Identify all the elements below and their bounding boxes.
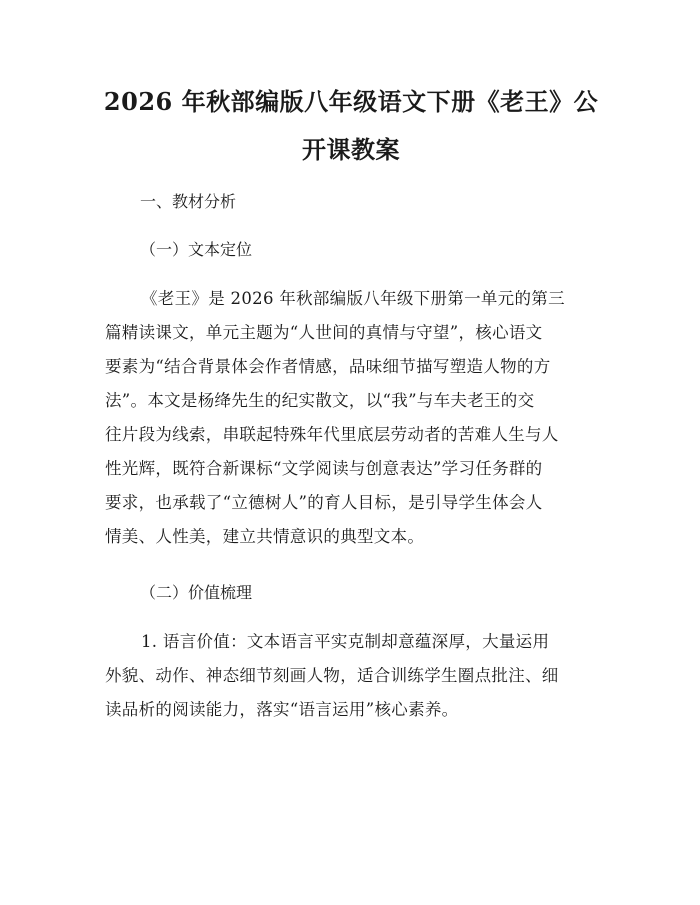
paragraph-text-positioning	[105, 282, 605, 554]
paragraph-line: 1. 语言价值：文本语言平实克制却意蕴深厚，大量运用	[141, 632, 550, 651]
paragraph-line: 法”。本文是杨绛先生的纪实散文，以“我”与车夫老王的交	[105, 391, 535, 410]
paragraph-line: 篇精读课文，单元主题为“人世间的真情与守望”，核心语文	[105, 323, 543, 342]
paragraph-line: 《老王》是 2026 年秋部编版八年级下册第一单元的第三	[141, 289, 565, 308]
paragraph-line: 往片段为线索，串联起特殊年代里底层劳动者的苦难人生与人	[105, 425, 559, 444]
paragraph-line: 要素为“结合背景体会作者情感，品味细节描写塑造人物的方	[105, 357, 551, 376]
paragraph-line: 情美、人性美，建立共情意识的典型文本。	[105, 527, 425, 546]
paragraph-line: 要求，也承载了“立德树人”的育人目标，是引导学生体会人	[105, 493, 543, 512]
section-heading-textbook-analysis: 一、教材分析	[140, 192, 237, 211]
subsection-heading-value-summary: （二）价值梳理	[140, 583, 253, 602]
title-line-1: 2026 年秋部编版八年级语文下册《老王》公	[103, 87, 599, 116]
title-line-2: 开课教案	[302, 135, 400, 164]
paragraph-line: 性光辉，既符合新课标“文学阅读与创意表达”学习任务群的	[105, 459, 543, 478]
subsection-heading-text-positioning: （一）文本定位	[140, 240, 253, 259]
paragraph-line: 外貌、动作、神态细节刻画人物，适合训练学生圈点批注、细	[105, 666, 559, 685]
paragraph-value-summary	[105, 625, 605, 727]
paragraph-line: 读品析的阅读能力，落实“语言运用”核心素养。	[105, 700, 459, 719]
document-title	[96, 78, 606, 174]
